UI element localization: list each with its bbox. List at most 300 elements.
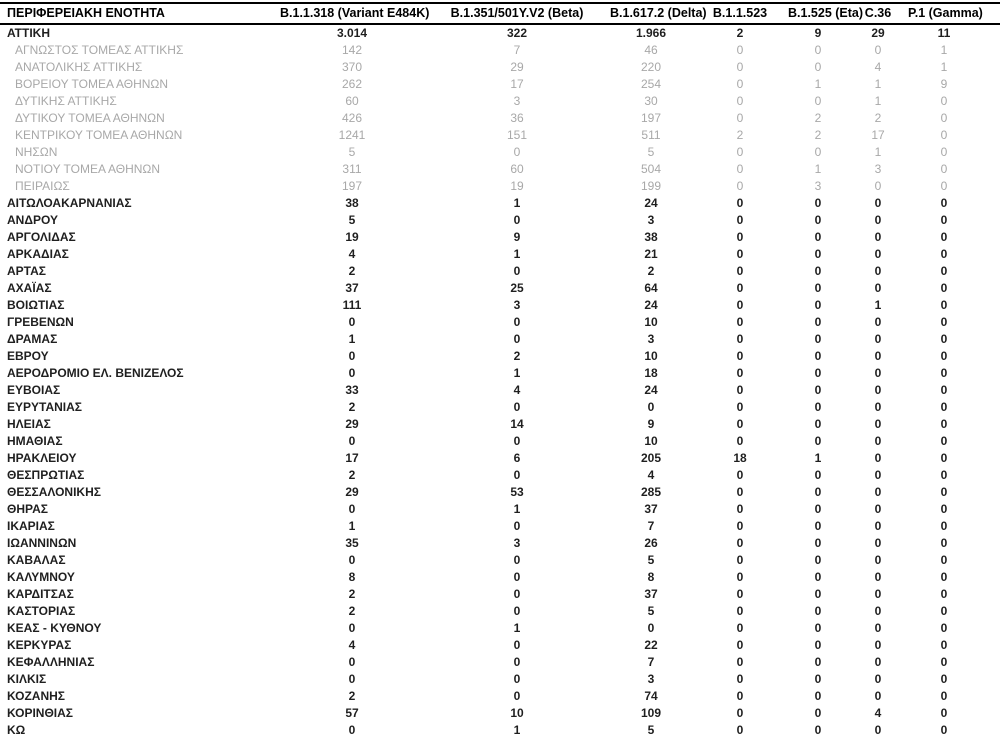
table-row bbox=[0, 688, 1000, 705]
value-cell: 0 bbox=[814, 434, 822, 448]
value-cell: 2 bbox=[348, 468, 356, 482]
value-cell: 0 bbox=[513, 519, 521, 533]
value-cell: 0 bbox=[874, 468, 882, 482]
value-cell: 36 bbox=[510, 111, 524, 125]
filler-cell bbox=[980, 365, 1000, 382]
value-cell: 21 bbox=[644, 247, 658, 261]
value-cell: 0 bbox=[940, 349, 948, 363]
value-cell: 3 bbox=[874, 162, 882, 176]
region-name: ΙΩΑΝΝΙΝΩΝ bbox=[7, 536, 77, 550]
value-cell: 0 bbox=[940, 162, 948, 176]
value-cell: 142 bbox=[341, 43, 363, 57]
value-cell: 1 bbox=[874, 94, 882, 108]
value-cell: 0 bbox=[814, 196, 822, 210]
table-row bbox=[0, 586, 1000, 603]
value-cell: 0 bbox=[736, 502, 744, 516]
table-row bbox=[0, 620, 1000, 637]
value-cell: 0 bbox=[814, 332, 822, 346]
region-name: ΑΝΑΤΟΛΙΚΗΣ ΑΤΤΙΚΗΣ bbox=[15, 60, 143, 74]
value-cell: 0 bbox=[513, 315, 521, 329]
value-cell: 4 bbox=[348, 247, 356, 261]
filler-cell bbox=[980, 110, 1000, 127]
region-name: ΚΑΡΔΙΤΣΑΣ bbox=[7, 587, 74, 601]
value-cell: 0 bbox=[736, 349, 744, 363]
value-cell: 199 bbox=[640, 179, 662, 193]
value-cell: 4 bbox=[874, 706, 882, 720]
filler-cell bbox=[980, 178, 1000, 195]
value-cell: 0 bbox=[736, 468, 744, 482]
value-cell: 0 bbox=[814, 655, 822, 669]
value-cell: 3 bbox=[647, 213, 655, 227]
value-cell: 0 bbox=[814, 570, 822, 584]
value-cell: 0 bbox=[874, 417, 882, 431]
value-cell: 9 bbox=[647, 417, 655, 431]
region-name: ΔΡΑΜΑΣ bbox=[7, 332, 58, 346]
value-cell: 0 bbox=[513, 638, 521, 652]
col-header-b11318: B.1.1.318 (Variant E484K) bbox=[280, 3, 424, 24]
value-cell: 0 bbox=[736, 145, 744, 159]
value-cell: 5 bbox=[647, 604, 655, 618]
value-cell: 2 bbox=[348, 400, 356, 414]
value-cell: 3 bbox=[647, 672, 655, 686]
value-cell: 3 bbox=[814, 179, 822, 193]
table-row bbox=[0, 229, 1000, 246]
value-cell: 0 bbox=[874, 315, 882, 329]
value-cell: 0 bbox=[874, 247, 882, 261]
value-cell: 0 bbox=[736, 247, 744, 261]
value-cell: 8 bbox=[647, 570, 655, 584]
table-row bbox=[0, 314, 1000, 331]
value-cell: 0 bbox=[940, 604, 948, 618]
value-cell: 197 bbox=[341, 179, 363, 193]
value-cell: 0 bbox=[874, 366, 882, 380]
value-cell: 24 bbox=[644, 383, 658, 397]
table-row bbox=[0, 484, 1000, 501]
value-cell: 0 bbox=[736, 621, 744, 635]
value-cell: 6 bbox=[513, 451, 521, 465]
value-cell: 0 bbox=[513, 655, 521, 669]
value-cell: 0 bbox=[874, 519, 882, 533]
value-cell: 0 bbox=[647, 400, 655, 414]
value-cell: 0 bbox=[736, 536, 744, 550]
value-cell: 0 bbox=[874, 213, 882, 227]
region-name: ΑΕΡΟΔΡΟΜΙΟ ΕΛ. ΒΕΝΙΖΕΛΟΣ bbox=[7, 366, 184, 380]
filler-cell bbox=[980, 24, 1000, 42]
value-cell: 0 bbox=[513, 145, 521, 159]
table-row bbox=[0, 110, 1000, 127]
value-cell: 151 bbox=[506, 128, 528, 142]
region-name: ΘΕΣΠΡΩΤΙΑΣ bbox=[7, 468, 85, 482]
value-cell: 197 bbox=[640, 111, 662, 125]
value-cell: 109 bbox=[640, 706, 662, 720]
value-cell: 0 bbox=[940, 196, 948, 210]
table-row bbox=[0, 280, 1000, 297]
value-cell: 38 bbox=[644, 230, 658, 244]
value-cell: 1.966 bbox=[635, 26, 667, 40]
value-cell: 0 bbox=[874, 553, 882, 567]
filler-cell bbox=[980, 127, 1000, 144]
value-cell: 2 bbox=[647, 264, 655, 278]
value-cell: 10 bbox=[644, 349, 658, 363]
value-cell: 0 bbox=[348, 502, 356, 516]
value-cell: 0 bbox=[736, 315, 744, 329]
value-cell: 0 bbox=[736, 213, 744, 227]
value-cell: 0 bbox=[874, 655, 882, 669]
filler-cell bbox=[980, 705, 1000, 722]
table-row bbox=[0, 552, 1000, 569]
region-name: ΓΡΕΒΕΝΩΝ bbox=[7, 315, 74, 329]
value-cell: 24 bbox=[644, 298, 658, 312]
value-cell: 18 bbox=[733, 451, 747, 465]
value-cell: 0 bbox=[348, 366, 356, 380]
value-cell: 0 bbox=[940, 213, 948, 227]
value-cell: 0 bbox=[513, 570, 521, 584]
header-row bbox=[0, 3, 1000, 24]
value-cell: 1 bbox=[874, 298, 882, 312]
value-cell: 2 bbox=[814, 128, 822, 142]
value-cell: 426 bbox=[341, 111, 363, 125]
value-cell: 5 bbox=[348, 213, 356, 227]
value-cell: 5 bbox=[647, 553, 655, 567]
value-cell: 0 bbox=[874, 43, 882, 57]
value-cell: 0 bbox=[513, 332, 521, 346]
value-cell: 2 bbox=[513, 349, 521, 363]
value-cell: 17 bbox=[510, 77, 524, 91]
table-row bbox=[0, 42, 1000, 59]
filler-cell bbox=[980, 331, 1000, 348]
value-cell: 26 bbox=[644, 536, 658, 550]
region-name: ΗΛΕΙΑΣ bbox=[7, 417, 51, 431]
filler-cell bbox=[980, 518, 1000, 535]
value-cell: 0 bbox=[513, 434, 521, 448]
value-cell: 0 bbox=[348, 553, 356, 567]
filler-cell bbox=[980, 161, 1000, 178]
value-cell: 0 bbox=[736, 60, 744, 74]
value-cell: 0 bbox=[814, 247, 822, 261]
filler-cell bbox=[980, 603, 1000, 620]
value-cell: 0 bbox=[814, 621, 822, 635]
filler-cell bbox=[980, 620, 1000, 637]
value-cell: 5 bbox=[348, 145, 356, 159]
value-cell: 0 bbox=[736, 689, 744, 703]
value-cell: 0 bbox=[940, 111, 948, 125]
filler-cell bbox=[980, 195, 1000, 212]
value-cell: 0 bbox=[874, 383, 882, 397]
value-cell: 1241 bbox=[338, 128, 366, 142]
value-cell: 511 bbox=[641, 128, 661, 142]
value-cell: 0 bbox=[513, 587, 521, 601]
value-cell: 0 bbox=[814, 230, 822, 244]
value-cell: 0 bbox=[736, 77, 744, 91]
value-cell: 0 bbox=[940, 706, 948, 720]
value-cell: 25 bbox=[510, 281, 524, 295]
table-row bbox=[0, 178, 1000, 195]
region-name: ΠΕΙΡΑΙΩΣ bbox=[15, 179, 70, 193]
filler-cell bbox=[980, 671, 1000, 688]
value-cell: 2 bbox=[814, 111, 822, 125]
value-cell: 0 bbox=[874, 485, 882, 499]
col-header-region: ΠΕΡΙΦΕΡΕΙΑΚΗ ΕΝΟΤΗΤΑ bbox=[0, 3, 280, 24]
value-cell: 0 bbox=[736, 638, 744, 652]
value-cell: 0 bbox=[940, 281, 948, 295]
value-cell: 0 bbox=[874, 400, 882, 414]
value-cell: 0 bbox=[736, 587, 744, 601]
value-cell: 11 bbox=[937, 26, 951, 40]
value-cell: 0 bbox=[736, 332, 744, 346]
value-cell: 29 bbox=[871, 26, 885, 40]
table-row bbox=[0, 637, 1000, 654]
value-cell: 29 bbox=[345, 485, 359, 499]
filler-cell bbox=[980, 42, 1000, 59]
value-cell: 0 bbox=[814, 706, 822, 720]
value-cell: 0 bbox=[940, 553, 948, 567]
table-row bbox=[0, 144, 1000, 161]
col-header-delta: B.1.617.2 (Delta) bbox=[610, 3, 692, 24]
filler-cell bbox=[980, 59, 1000, 76]
value-cell: 2 bbox=[874, 111, 882, 125]
value-cell: 0 bbox=[513, 264, 521, 278]
value-cell: 0 bbox=[874, 689, 882, 703]
value-cell: 0 bbox=[940, 638, 948, 652]
value-cell: 7 bbox=[513, 43, 521, 57]
value-cell: 0 bbox=[940, 502, 948, 516]
filler-cell bbox=[980, 348, 1000, 365]
region-name: ΑΡΤΑΣ bbox=[7, 264, 46, 278]
value-cell: 60 bbox=[510, 162, 524, 176]
value-cell: 0 bbox=[940, 451, 948, 465]
value-cell: 504 bbox=[640, 162, 662, 176]
table-row bbox=[0, 433, 1000, 450]
value-cell: 35 bbox=[345, 536, 359, 550]
value-cell: 0 bbox=[814, 536, 822, 550]
filler-cell bbox=[980, 569, 1000, 586]
table-row bbox=[0, 93, 1000, 110]
col-header-beta: B.1.351/501Y.V2 (Beta) bbox=[424, 3, 610, 24]
value-cell: 4 bbox=[513, 383, 521, 397]
value-cell: 0 bbox=[814, 264, 822, 278]
value-cell: 60 bbox=[345, 94, 359, 108]
value-cell: 220 bbox=[640, 60, 662, 74]
region-name: ΘΕΣΣΑΛΟΝΙΚΗΣ bbox=[7, 485, 101, 499]
value-cell: 0 bbox=[874, 230, 882, 244]
value-cell: 0 bbox=[940, 434, 948, 448]
value-cell: 0 bbox=[814, 383, 822, 397]
variants-table bbox=[0, 2, 1000, 739]
table-row bbox=[0, 467, 1000, 484]
value-cell: 0 bbox=[814, 94, 822, 108]
region-name: ΕΥΒΟΙΑΣ bbox=[7, 383, 61, 397]
region-name: ΚΙΛΚΙΣ bbox=[7, 672, 47, 686]
value-cell: 0 bbox=[940, 145, 948, 159]
value-cell: 53 bbox=[510, 485, 524, 499]
value-cell: 0 bbox=[513, 672, 521, 686]
value-cell: 0 bbox=[814, 468, 822, 482]
value-cell: 0 bbox=[348, 655, 356, 669]
region-name: ΚΟΡΙΝΘΙΑΣ bbox=[7, 706, 73, 720]
region-name: ΘΗΡΑΣ bbox=[7, 502, 48, 516]
value-cell: 0 bbox=[736, 281, 744, 295]
col-header-c36: C.36 bbox=[848, 3, 908, 24]
table-row bbox=[0, 654, 1000, 671]
value-cell: 7 bbox=[647, 655, 655, 669]
filler-cell bbox=[980, 297, 1000, 314]
value-cell: 19 bbox=[510, 179, 524, 193]
table-row bbox=[0, 246, 1000, 263]
region-name: ΔΥΤΙΚΗΣ ΑΤΤΙΚΗΣ bbox=[15, 94, 117, 108]
value-cell: 0 bbox=[814, 298, 822, 312]
value-cell: 0 bbox=[940, 621, 948, 635]
value-cell: 2 bbox=[348, 264, 356, 278]
filler-cell bbox=[980, 263, 1000, 280]
value-cell: 0 bbox=[874, 604, 882, 618]
value-cell: 0 bbox=[940, 315, 948, 329]
filler-cell bbox=[980, 484, 1000, 501]
value-cell: 0 bbox=[736, 723, 744, 737]
value-cell: 1 bbox=[513, 502, 521, 516]
value-cell: 0 bbox=[814, 366, 822, 380]
value-cell: 0 bbox=[814, 43, 822, 57]
value-cell: 0 bbox=[940, 417, 948, 431]
value-cell: 30 bbox=[644, 94, 658, 108]
value-cell: 0 bbox=[513, 553, 521, 567]
value-cell: 2 bbox=[348, 604, 356, 618]
value-cell: 0 bbox=[814, 315, 822, 329]
filler-cell bbox=[980, 280, 1000, 297]
value-cell: 0 bbox=[736, 434, 744, 448]
value-cell: 8 bbox=[348, 570, 356, 584]
table-row bbox=[0, 518, 1000, 535]
value-cell: 0 bbox=[736, 672, 744, 686]
value-cell: 0 bbox=[940, 723, 948, 737]
value-cell: 14 bbox=[510, 417, 524, 431]
value-cell: 1 bbox=[814, 162, 822, 176]
region-name: ΕΒΡΟΥ bbox=[7, 349, 49, 363]
value-cell: 0 bbox=[814, 281, 822, 295]
value-cell: 0 bbox=[513, 400, 521, 414]
value-cell: 0 bbox=[348, 434, 356, 448]
value-cell: 4 bbox=[874, 60, 882, 74]
value-cell: 0 bbox=[874, 502, 882, 516]
value-cell: 5 bbox=[647, 723, 655, 737]
value-cell: 0 bbox=[814, 60, 822, 74]
value-cell: 0 bbox=[940, 519, 948, 533]
value-cell: 74 bbox=[644, 689, 658, 703]
value-cell: 9 bbox=[940, 77, 948, 91]
region-name: ΚΑΛΥΜΝΟΥ bbox=[7, 570, 75, 584]
value-cell: 9 bbox=[814, 26, 822, 40]
table-row bbox=[0, 161, 1000, 178]
filler-cell bbox=[980, 382, 1000, 399]
value-cell: 1 bbox=[814, 77, 822, 91]
value-cell: 3 bbox=[513, 94, 521, 108]
value-cell: 0 bbox=[874, 264, 882, 278]
value-cell: 0 bbox=[874, 434, 882, 448]
value-cell: 0 bbox=[940, 485, 948, 499]
region-name: ΚΑΣΤΟΡΙΑΣ bbox=[7, 604, 76, 618]
value-cell: 3 bbox=[647, 332, 655, 346]
value-cell: 2 bbox=[348, 689, 356, 703]
value-cell: 0 bbox=[940, 655, 948, 669]
value-cell: 1 bbox=[513, 621, 521, 635]
region-name: ΚΑΒΑΛΑΣ bbox=[7, 553, 66, 567]
region-name: ΚΕΡΚΥΡΑΣ bbox=[7, 638, 72, 652]
value-cell: 0 bbox=[874, 570, 882, 584]
filler-cell bbox=[980, 144, 1000, 161]
value-cell: 0 bbox=[814, 587, 822, 601]
value-cell: 1 bbox=[348, 519, 356, 533]
table-row bbox=[0, 450, 1000, 467]
region-name: ΝΟΤΙΟΥ ΤΟΜΕΑ ΑΘΗΝΩΝ bbox=[15, 162, 161, 176]
value-cell: 254 bbox=[640, 77, 662, 91]
value-cell: 57 bbox=[345, 706, 359, 720]
col-header-gamma: P.1 (Gamma) bbox=[908, 3, 980, 24]
filler-cell bbox=[980, 433, 1000, 450]
region-name: ΙΚΑΡΙΑΣ bbox=[7, 519, 55, 533]
value-cell: 1 bbox=[874, 145, 882, 159]
table-row bbox=[0, 671, 1000, 688]
region-name: ΑΙΤΩΛΟΑΚΑΡΝΑΝΙΑΣ bbox=[7, 196, 132, 210]
value-cell: 22 bbox=[644, 638, 658, 652]
value-cell: 0 bbox=[736, 366, 744, 380]
value-cell: 17 bbox=[345, 451, 359, 465]
region-name: ΑΡΓΟΛΙΔΑΣ bbox=[7, 230, 76, 244]
value-cell: 10 bbox=[644, 434, 658, 448]
value-cell: 0 bbox=[513, 689, 521, 703]
value-cell: 1 bbox=[513, 247, 521, 261]
value-cell: 0 bbox=[736, 553, 744, 567]
value-cell: 322 bbox=[506, 26, 528, 40]
value-cell: 0 bbox=[814, 349, 822, 363]
filler-cell bbox=[980, 399, 1000, 416]
value-cell: 0 bbox=[874, 332, 882, 346]
value-cell: 0 bbox=[736, 400, 744, 414]
value-cell: 0 bbox=[940, 383, 948, 397]
value-cell: 17 bbox=[871, 128, 885, 142]
value-cell: 1 bbox=[348, 332, 356, 346]
value-cell: 1 bbox=[814, 451, 822, 465]
table-row bbox=[0, 127, 1000, 144]
value-cell: 0 bbox=[814, 519, 822, 533]
value-cell: 5 bbox=[647, 145, 655, 159]
value-cell: 0 bbox=[814, 145, 822, 159]
value-cell: 0 bbox=[874, 723, 882, 737]
value-cell: 0 bbox=[874, 638, 882, 652]
value-cell: 0 bbox=[874, 672, 882, 686]
value-cell: 0 bbox=[736, 196, 744, 210]
value-cell: 0 bbox=[513, 468, 521, 482]
value-cell: 4 bbox=[348, 638, 356, 652]
filler-cell bbox=[980, 450, 1000, 467]
value-cell: 0 bbox=[736, 264, 744, 278]
value-cell: 7 bbox=[647, 519, 655, 533]
value-cell: 0 bbox=[647, 621, 655, 635]
header-filler bbox=[980, 3, 1000, 24]
value-cell: 0 bbox=[348, 621, 356, 635]
value-cell: 0 bbox=[736, 519, 744, 533]
value-cell: 18 bbox=[644, 366, 658, 380]
value-cell: 0 bbox=[814, 553, 822, 567]
value-cell: 0 bbox=[736, 94, 744, 108]
region-name: ΚΟΖΑΝΗΣ bbox=[7, 689, 65, 703]
value-cell: 0 bbox=[940, 689, 948, 703]
col-header-b11523: B.1.1.523 bbox=[692, 3, 788, 24]
filler-cell bbox=[980, 654, 1000, 671]
region-name: ΚΕΝΤΡΙΚΟΥ ΤΟΜΕΑ ΑΘΗΝΩΝ bbox=[15, 128, 183, 142]
value-cell: 10 bbox=[510, 706, 524, 720]
value-cell: 3 bbox=[513, 536, 521, 550]
table-row bbox=[0, 348, 1000, 365]
value-cell: 1 bbox=[513, 366, 521, 380]
